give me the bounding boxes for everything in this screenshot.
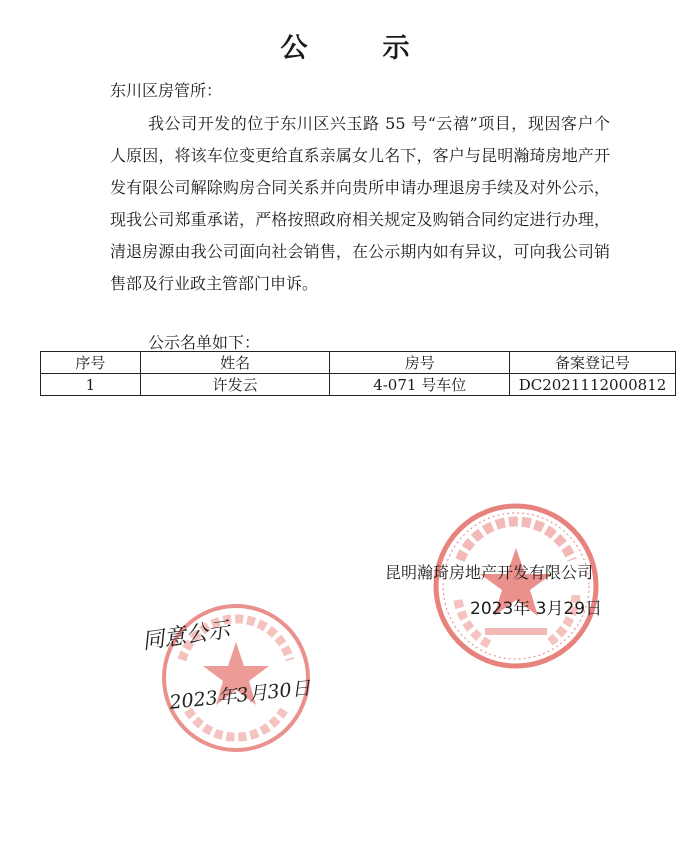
- cell-registration: DC2021112000812: [510, 374, 676, 396]
- cell-name: 许发云: [140, 374, 330, 396]
- col-header-registration: 备案登记号: [510, 352, 676, 374]
- company-date: 2023年 3月29日: [470, 599, 603, 619]
- table-header-row: [41, 352, 676, 374]
- col-header-name: 姓名: [140, 352, 330, 374]
- page-title: 公 示: [280, 33, 434, 64]
- list-heading: 公示名单如下：: [148, 333, 261, 352]
- notice-table: [40, 351, 676, 396]
- company-seal-stamp: [430, 500, 602, 672]
- approval-date-handwritten: 2023年3月30日: [168, 677, 312, 714]
- col-header-room: 房号: [330, 352, 510, 374]
- col-header-number: 序号: [41, 352, 141, 374]
- approval-note-handwritten: 同意公示: [140, 617, 232, 655]
- cell-number: 1: [41, 374, 141, 396]
- cell-room: 4-071 号车位: [330, 374, 510, 396]
- notice-body: 我公司开发的位于东川区兴玉路 55 号“云禧”项目，现因客户个人原因，将该车位变更给直系亲属女儿名下，客户与昆明瀚琦房地产开发有限公司解除购房合同关系并向贵所申请办理退房手续及对外公示，现我公司郑重承诺，严格按照政府相关规定及购销合同约定进行办理，清退房源由我公司面向社会销售，在公示期内如有异议，可向我公司销售部及行业政主管部门申诉。: [110, 114, 610, 293]
- company-name: 昆明瀚琦房地产开发有限公司: [385, 563, 594, 582]
- table-row: [41, 374, 676, 396]
- addressee: 东川区房管所：: [110, 81, 223, 100]
